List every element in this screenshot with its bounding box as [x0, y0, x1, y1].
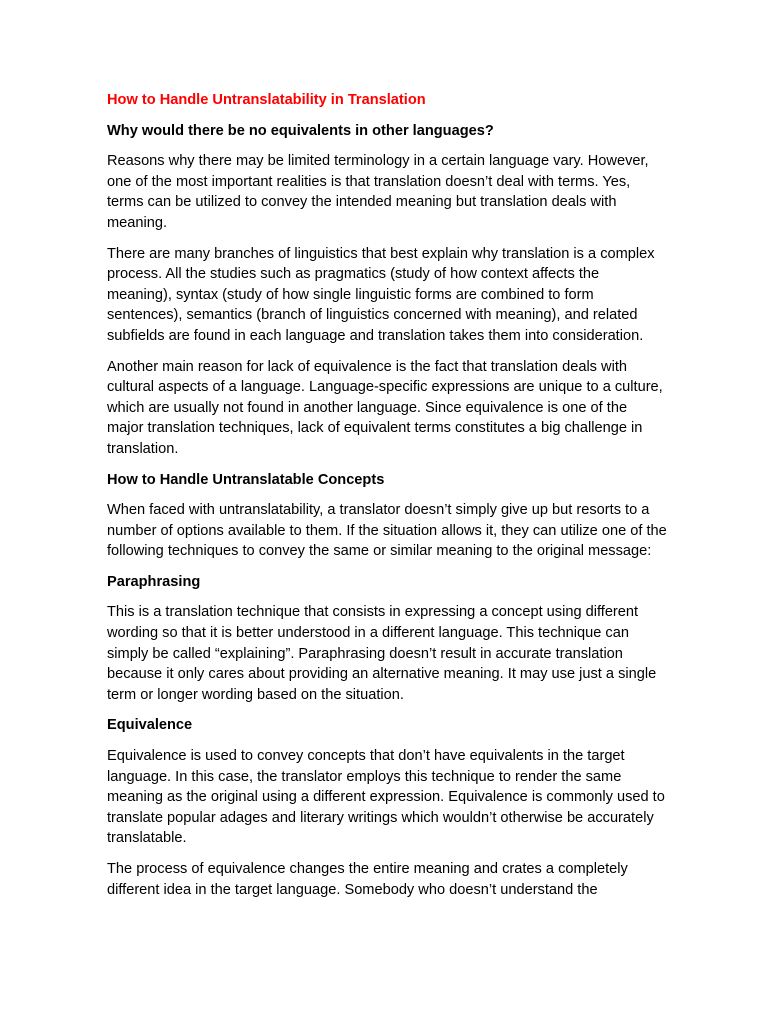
document-title: How to Handle Untranslatability in Translation — [107, 92, 426, 108]
section-heading-equivalence: Equivalence — [107, 717, 193, 734]
paragraph: The process of equivalence changes the entire meaning and crates a completely different idea in the target language. Somebody who doesn’t understand the — [107, 861, 628, 898]
paragraph: Reasons why there may be limited terminology in a certain language vary. However, one of the most important realities is that translation doesn’t deal with terms. Yes, terms can be utilized to convey the intended meaning but translation deals with meaning. — [107, 153, 649, 231]
section-heading-equivalents: Why would there be no equivalents in other languages? — [107, 122, 494, 139]
section-heading-paraphrasing: Paraphrasing — [107, 573, 201, 590]
paragraph: Equivalence is used to convey concepts that don’t have equivalents in the target language. In this case, the translator employs this technique to render the same meaning as the original using a different expression. Equivalence is commonly used to translate popular adages and literary writings which wouldn’t otherwise be accurately translatable. — [107, 748, 665, 847]
document-body — [107, 90, 667, 910]
paragraph: When faced with untranslatability, a translator doesn’t simply give up but resorts to a number of options available to them. If the situation allows it, they can utilize one of the following techniques to convey the same or similar meaning to the original message: — [107, 502, 667, 560]
paragraph: This is a translation technique that consists in expressing a concept using different wording so that it is better understood in a different language. This technique can simply be called “explaining”. Paraphrasing doesn’t result in accurate translation because it only cares about providing an alternative meaning. It may use just a single term or longer wording based on the situation. — [107, 604, 657, 703]
paragraph: There are many branches of linguistics that best explain why translation is a complex process. All the studies such as pragmatics (study of how context affects the meaning), syntax (study of how single linguistic forms are combined to form sentences), semantics (branch of linguistics concerned with meaning), and related subfields are found in each language and translation takes them into consideration. — [107, 245, 655, 344]
section-heading-untranslatable-concepts: How to Handle Untranslatable Concepts — [107, 471, 385, 488]
paragraph: Another main reason for lack of equivalence is the fact that translation deals with cultural aspects of a language. Language-specific expressions are unique to a culture, which are usually not found in another language. Since equivalence is one of the major translation techniques, lack of equivalent terms constitutes a big challenge in translation. — [107, 358, 663, 457]
